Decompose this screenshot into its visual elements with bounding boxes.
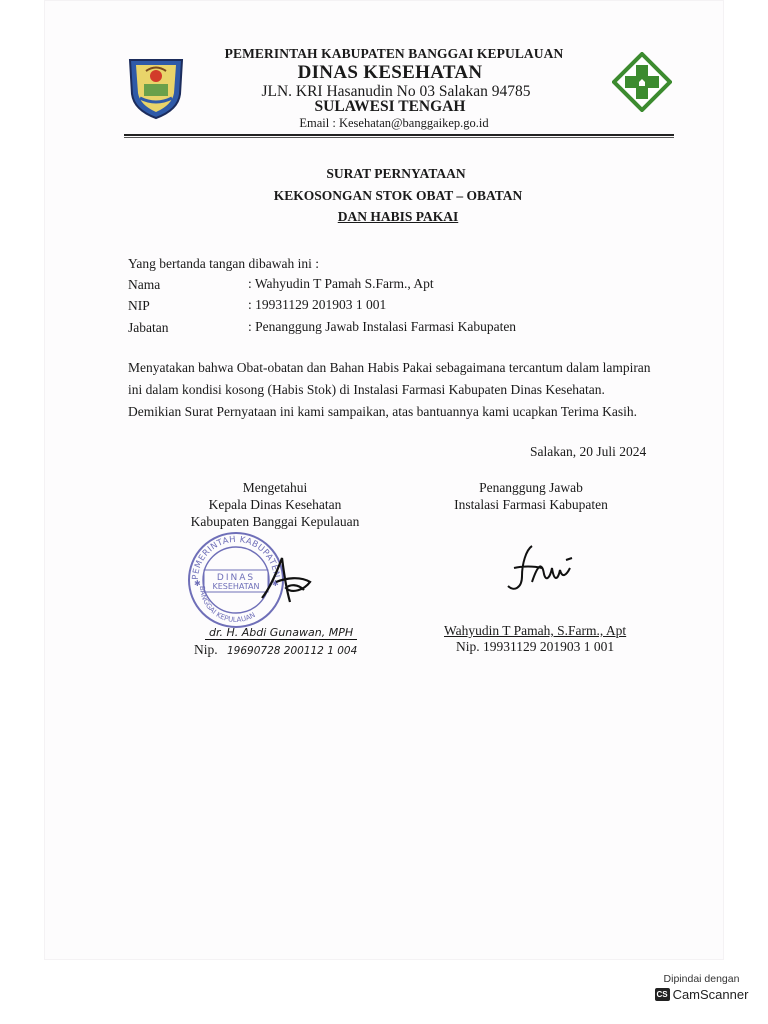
left-signatory-line3: Kabupaten Banggai Kepulauan xyxy=(190,514,360,529)
camscanner-caption: Dipindai dengan xyxy=(663,973,740,985)
document-subtitle-text: DAN HABIS PAKAI xyxy=(337,209,459,224)
letterhead-divider-thin xyxy=(124,137,674,138)
camscanner-watermark xyxy=(645,973,758,1002)
right-signature xyxy=(500,538,580,598)
document-title: SURAT PERNYATAAN xyxy=(326,166,466,181)
left-signatory-name: dr. H. Abdi Gunawan, MPH xyxy=(205,627,357,640)
body-line-2: ini dalam kondisi kosong (Habis Stok) di Instalasi Farmasi Kabupaten Dinas Kesehatan. xyxy=(128,382,605,397)
right-signatory-line1: Penanggung Jawab xyxy=(479,480,583,495)
left-signatory-line1: Mengetahui xyxy=(242,480,308,495)
stamp-center-text-2: KESEHATAN xyxy=(212,582,260,591)
left-signatory-nip-row xyxy=(194,643,357,657)
field-value-nip: : 19931129 201903 1 001 xyxy=(248,297,387,312)
body-line-3: Demikian Surat Pernyataan ini kami sampaikan, atas bantuannya kami ucapkan Terima Kasih. xyxy=(128,404,638,419)
left-signatory-nip: 19690728 200112 1 004 xyxy=(227,645,358,657)
letterhead-agency: DINAS KESEHATAN xyxy=(297,62,483,83)
stamp-top-text: PEMERINTAH KABUPATEN xyxy=(190,534,282,581)
field-label-nip: NIP xyxy=(128,298,150,313)
left-signature xyxy=(256,548,316,608)
right-signatory-name: Wahyudin T Pamah, S.Farm., Apt xyxy=(444,623,627,638)
svg-text:✱: ✱ xyxy=(272,579,279,588)
letterhead-email: Email : Kesehatan@banggaikep.go.id xyxy=(299,116,489,130)
field-label-name: Nama xyxy=(128,277,161,292)
left-signatory-title xyxy=(180,479,370,530)
camscanner-badge-icon: CS xyxy=(656,990,668,999)
letterhead-province: SULAWESI TENGAH xyxy=(314,98,466,115)
place-and-date: Salakan, 20 Juli 2024 xyxy=(530,444,647,459)
camscanner-brand-row xyxy=(645,987,758,1002)
field-value-name: : Wahyudin T Pamah S.Farm., Apt xyxy=(248,276,434,291)
letterhead-government: PEMERINTAH KABUPATEN BANGGAI KEPULAUAN xyxy=(224,46,564,61)
letterhead-divider xyxy=(124,134,674,136)
right-signatory-title xyxy=(436,479,626,513)
right-signatory-line2: Instalasi Farmasi Kabupaten xyxy=(454,497,608,512)
field-label-position: Jabatan xyxy=(128,320,169,335)
left-signatory-line2: Kepala Dinas Kesehatan xyxy=(208,497,342,512)
document-subtitle-underlined xyxy=(0,210,768,224)
svg-text:BANGGAI KEPULAUAN xyxy=(198,586,257,625)
stamp-bottom-text: BANGGAI KEPULAUAN xyxy=(197,585,257,625)
camscanner-brand: CamScanner xyxy=(672,987,749,1002)
right-signatory-nip: Nip. 19931129 201903 1 001 xyxy=(456,639,615,654)
svg-text:✱: ✱ xyxy=(194,579,201,588)
letterhead-address: JLN. KRI Hasanudin No 03 Salakan 94785 xyxy=(261,83,531,100)
stamp-center-text-1: DINAS xyxy=(216,573,256,583)
document-subtitle: KEKOSONGAN STOK OBAT – OBATAN xyxy=(273,188,523,203)
left-signatory-nip-label: Nip. xyxy=(194,642,218,657)
intro-text: Yang bertanda tangan dibawah ini : xyxy=(128,256,319,271)
field-value-position: : Penanggung Jawab Instalasi Farmasi Kabupaten xyxy=(248,319,517,334)
body-line-1: Menyatakan bahwa Obat-obatan dan Bahan Habis Pakai sebagaimana tercantum dalam lampiran xyxy=(128,360,651,375)
